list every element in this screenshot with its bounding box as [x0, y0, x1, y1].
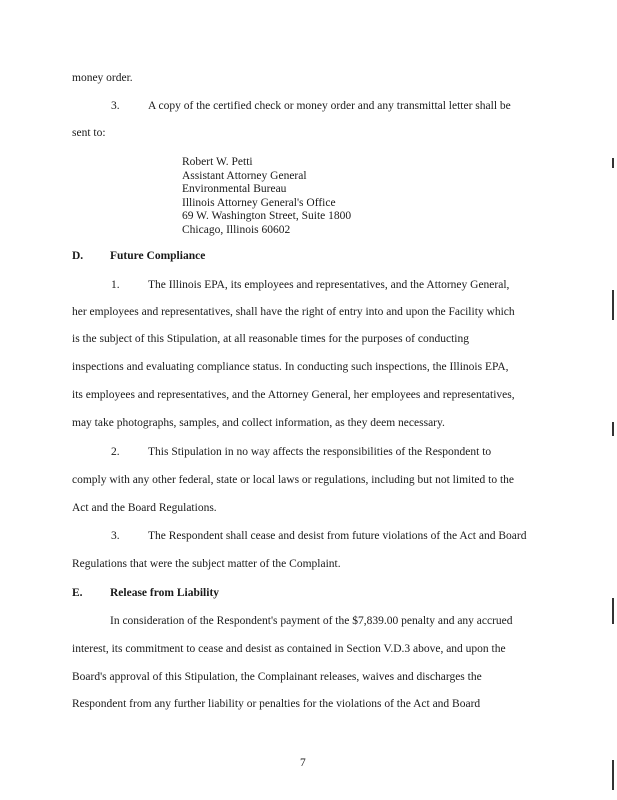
address-line: Environmental Bureau	[182, 183, 287, 195]
address-line: Robert W. Petti	[182, 156, 253, 168]
paragraph-number: 3.	[111, 530, 120, 542]
paragraph-number: 2.	[111, 446, 120, 458]
paragraph-text: inspections and evaluating compliance status. In conducting such inspections, the Illinois EPA,	[72, 361, 509, 373]
paragraph-text: comply with any other federal, state or local laws or regulations, including but not limited to the	[72, 474, 515, 486]
margin-mark	[612, 422, 614, 436]
paragraph-text: Regulations that were the subject matter of the Complaint.	[72, 558, 341, 570]
section-letter: E.	[72, 587, 83, 599]
address-line: Assistant Attorney General	[182, 169, 307, 182]
address-line: Illinois Attorney General's Office	[182, 196, 336, 209]
mailing-address-block	[182, 156, 351, 237]
paragraph-text: The Respondent shall cease and desist from future violations of the Act and Board	[148, 530, 527, 542]
paragraph-number: 1.	[111, 279, 120, 291]
paragraph-text: The Illinois EPA, its employees and representatives, and the Attorney General,	[148, 279, 510, 291]
margin-mark	[612, 158, 614, 168]
margin-mark	[612, 598, 614, 624]
section-letter: D.	[72, 250, 84, 262]
paragraph-text: interest, its commitment to cease and desist as contained in Section V.D.3 above, and upon the	[72, 643, 506, 655]
margin-mark	[612, 760, 614, 790]
paragraph-text: In consideration of the Respondent's payment of the $7,839.00 penalty and any accrued	[110, 615, 513, 627]
margin-mark	[612, 290, 614, 320]
paragraph-text: is the subject of this Stipulation, at all reasonable times for the purposes of conducting	[72, 333, 469, 345]
continued-text: money order.	[72, 72, 133, 84]
paragraph-text: may take photographs, samples, and collect information, as they deem necessary.	[72, 417, 445, 429]
paragraph-text: sent to:	[72, 127, 106, 139]
paragraph-text: A copy of the certified check or money order and any transmittal letter shall be	[148, 100, 511, 112]
paragraph-text: This Stipulation in no way affects the responsibilities of the Respondent to	[148, 446, 492, 458]
address-line: Chicago, Illinois 60602	[182, 223, 291, 236]
page-number: 7	[300, 757, 306, 769]
address-line: 69 W. Washington Street, Suite 1800	[182, 210, 352, 222]
section-heading: Release from Liability	[110, 587, 220, 599]
paragraph-text: Respondent from any further liability or penalties for the violations of the Act and Board	[72, 698, 481, 710]
section-heading: Future Compliance	[110, 250, 206, 262]
paragraph-text: Act and the Board Regulations.	[72, 502, 217, 514]
paragraph-text: its employees and representatives, and the Attorney General, her employees and representatives,	[72, 389, 515, 401]
paragraph-text: her employees and representatives, shall have the right of entry into and upon the Facility which	[72, 306, 515, 318]
paragraph-number: 3.	[111, 100, 120, 112]
paragraph-text: Board's approval of this Stipulation, the Complainant releases, waives and discharges the	[72, 671, 482, 683]
